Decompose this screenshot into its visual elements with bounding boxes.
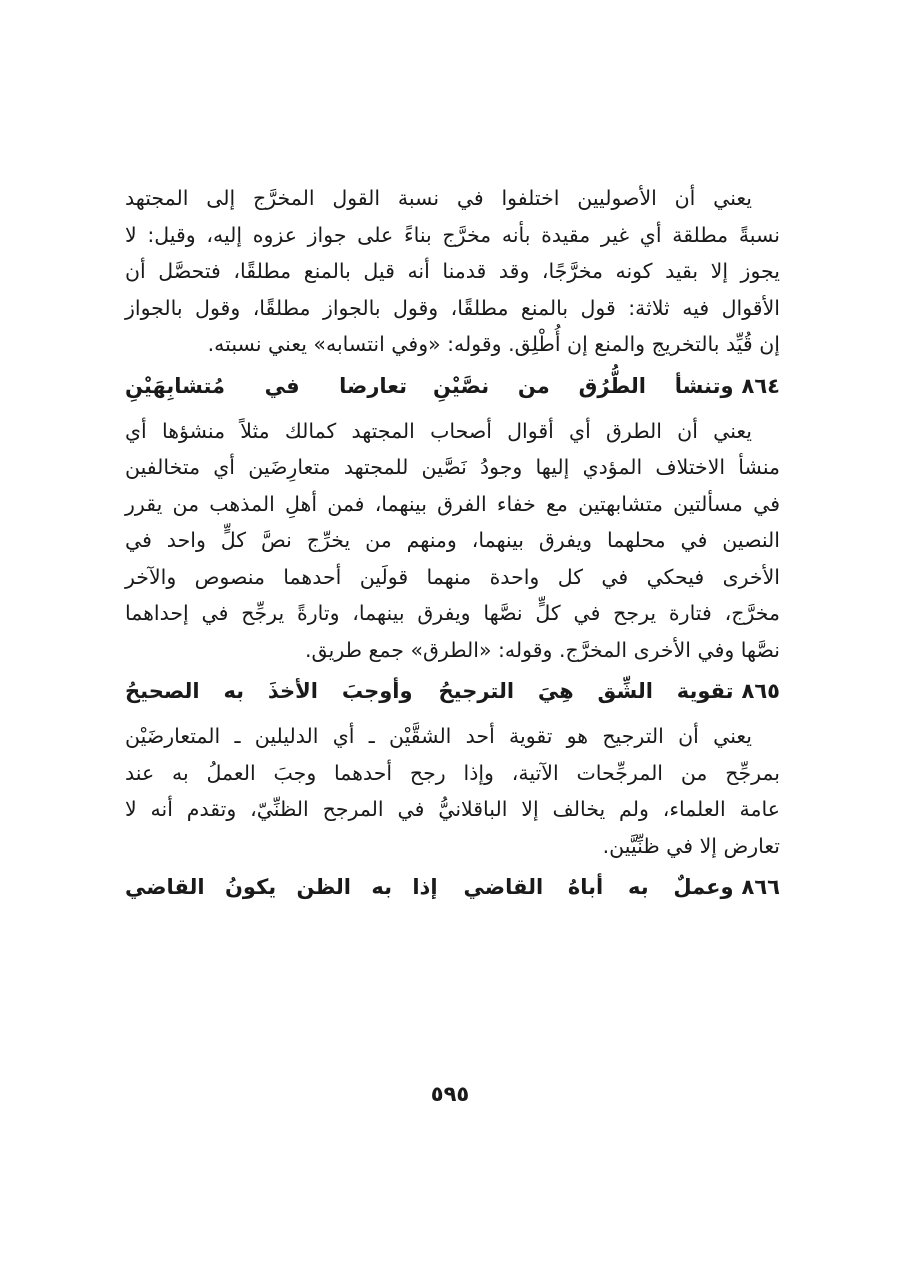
commentary-paragraph (125, 180, 780, 363)
text-line: يعني أن الطرق أي أقوال أصحاب المجتهد كمالك مثلاً منشؤها أي (125, 418, 752, 443)
verse-first-hemistich: وعملٌ به أباهُ القاضي (463, 875, 734, 899)
text-line: يجوز إلا بقيد كونه مخرَّجًا، وقد قدمنا أنه قيل بالمنع مطلقًا، فتحصَّل أن (125, 259, 780, 283)
verse-864 (125, 365, 780, 407)
page-number: ٥٩٥ (430, 1082, 470, 1106)
verse-number: ٨٦٥ (741, 679, 780, 703)
text-line: في مسألتين متشابهتين مع خفاء الفرق بينهما، فمن أهلِ المذهب من يقرر (125, 491, 780, 516)
verse-866 (125, 866, 780, 908)
text-line: تعارض إلا في ظنِّيَّين. (602, 833, 780, 858)
commentary-paragraph (125, 718, 780, 864)
page-body (125, 180, 780, 914)
verse-number: ٨٦٤ (741, 373, 780, 398)
text-line: يعني أن الأصوليين اختلفوا في نسبة القول المخرَّج إلى المجتهد (125, 186, 752, 210)
text-line: إن قُيِّد بالتخريج والمنع إن أُطْلِق. وقوله: «وفي انتسابه» يعني نسبته. (207, 332, 780, 356)
verse-865 (125, 670, 780, 712)
commentary-paragraph (125, 413, 780, 669)
text-line: مخرَّج، فتارة يرجح في كلٍّ نصَّها ويفرق بينهما، وتارةً يرجِّح في إحداهما (125, 601, 780, 625)
verse-second-hemistich: إذا به الظن يكونُ القاضي (124, 875, 438, 899)
text-line: النصين في محلهما ويفرق بينهما، ومنهم من يخرِّج نصَّ كلٍّ واحد في (125, 528, 780, 552)
text-line: الأخرى فيحكي في كل واحدة منهما قولَين أحدهما منصوص والآخر (125, 564, 780, 589)
verse-second-hemistich: وأوجبَ الأخذَ به الصحيحُ (125, 679, 413, 703)
text-line: عامة العلماء، ولم يخالف إلا الباقلانيُّ في المرجح الظنِّيّ، وتقدم أنه لا (125, 797, 780, 821)
text-line: منشأ الاختلاف المؤدي إليها وجودُ نَصَّين للمجتهد متعارِضَين أي متخالفين (125, 455, 780, 479)
text-line: يعني أن الترجيح هو تقوية أحد الشقَّيْن ـ أي الدليلين ـ المتعارضَيْن (125, 724, 752, 748)
text-line: بمرجِّح من المرجِّحات الآتية، وإذا رجح أحدهما وجبَ العملُ به عند (125, 760, 780, 785)
verse-first-hemistich: تقوية الشِّق هِيَ الترجيحُ (438, 679, 734, 703)
verse-first-hemistich: وتنشأ الطُّرُق من نصَّيْنِ (433, 373, 734, 398)
verse-second-hemistich: تعارضا في مُتشابِهَيْنِ (124, 373, 408, 398)
text-line: نسبةً مطلقة أي غير مقيدة بأنه مخرَّج بناءً على جواز عزوه إليه، وقيل: لا (125, 222, 780, 247)
text-line: الأقوال فيه ثلاثة: قول بالمنع مطلقًا، وقول بالجواز مطلقًا، وقول بالجواز (125, 295, 780, 320)
verse-number: ٨٦٦ (741, 875, 780, 899)
text-line: نصَّها وفي الأخرى المخرَّج. وقوله: «الطرق» جمع طريق. (305, 637, 780, 662)
